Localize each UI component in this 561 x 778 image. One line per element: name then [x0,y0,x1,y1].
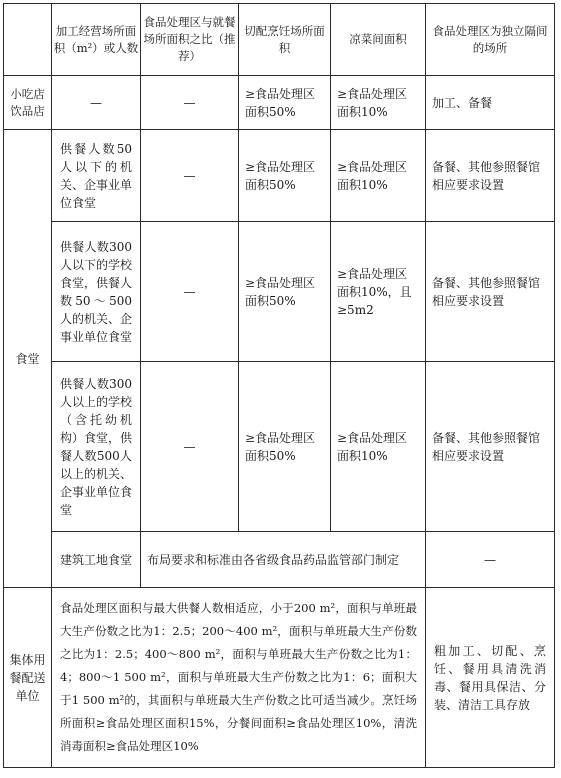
header-area: 加工经营场所面积（m²）或人数 [52,4,141,76]
snack-cooking: ≥食品处理区面积50% [239,76,331,130]
row-canteen-large [4,362,555,532]
canteen-medium-desc: 供餐人数300人以下的学校食堂，供餐人数50～500人的机关、企事业单位食堂 [52,222,141,362]
header-category [4,4,52,76]
canteen-small-cold: ≥食品处理区面积10% [331,130,426,222]
category-catering: 集体用餐配送单位 [4,588,52,768]
row-canteen-small [4,130,555,222]
row-snack-shop [4,76,555,130]
canteen-construction-separate: — [426,532,555,588]
catering-separate: 粗加工、切配、烹饪、餐用具清洗消毒、餐用具保洁、分装、清洁工具存放 [426,588,555,768]
canteen-small-cooking: ≥食品处理区面积50% [239,130,331,222]
canteen-large-desc: 供餐人数300人以上的学校（含托幼机构）食堂，供餐人数500人以上的机关、企事业单位食堂 [52,362,141,532]
canteen-small-separate: 备餐、其他参照餐馆相应要求设置 [426,130,555,222]
canteen-medium-ratio: — [141,222,239,362]
header-cooking-area: 切配烹饪场所面积 [239,4,331,76]
canteen-construction-note: 布局要求和标准由各省级食品药品监管部门制定 [141,532,426,588]
canteen-construction-desc: 建筑工地食堂 [52,532,141,588]
canteen-large-separate: 备餐、其他参照餐馆相应要求设置 [426,362,555,532]
canteen-small-desc: 供餐人数50人以下的机关、企事业单位食堂 [52,130,141,222]
canteen-medium-separate: 备餐、其他参照餐馆相应要求设置 [426,222,555,362]
snack-ratio: — [141,76,239,130]
category-snack: 小吃店饮品店 [4,76,52,130]
header-cold-dish-area: 凉菜间面积 [331,4,426,76]
snack-cold: ≥食品处理区面积10% [331,76,426,130]
canteen-medium-cold: ≥食品处理区面积10%，且≥5m2 [331,222,426,362]
catering-requirement: 食品处理区面积与最大供餐人数相适应，小于200 m²，面积与单班最大生产份数之比为1：2.5；200～400 m²，面积与单班最大生产份数之比为1：2.5；400～800 m²，面积与单班最大生产份数之比为1：4；800～1 500 m²，面积与单班最大生产份数之比为1：6；面积大于1 500 m²的，其面积与单班最大生产份数之比可适当减少。烹饪场所面积≥食品处理区面积15%，分餐间面积≥食品处理区10%，清洗消毒面积≥食品处理区10% [52,588,426,768]
category-canteen: 食堂 [4,130,52,588]
canteen-large-cold: ≥食品处理区面积10% [331,362,426,532]
row-collective-catering [4,588,555,768]
canteen-large-cooking: ≥食品处理区面积50% [239,362,331,532]
food-area-standards-table [3,3,555,768]
header-row [4,4,555,76]
row-canteen-medium [4,222,555,362]
row-canteen-construction [4,532,555,588]
snack-separate: 加工、备餐 [426,76,555,130]
snack-area: — [52,76,141,130]
canteen-large-ratio: — [141,362,239,532]
canteen-medium-cooking: ≥食品处理区面积50% [239,222,331,362]
header-ratio: 食品处理区与就餐场所面积之比（推荐） [141,4,239,76]
header-separate-rooms: 食品处理区为独立隔间的场所 [426,4,555,76]
canteen-small-ratio: — [141,130,239,222]
